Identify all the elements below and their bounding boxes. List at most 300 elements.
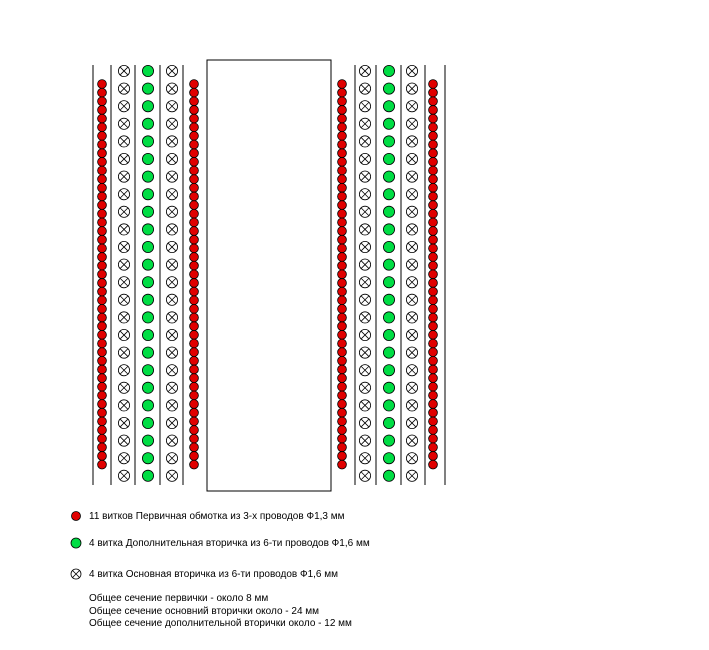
primary-conductor [98, 261, 107, 270]
main-secondary-conductor [118, 65, 129, 76]
main-secondary-conductor [406, 277, 417, 288]
primary-conductor [429, 313, 438, 322]
main-secondary-conductor [166, 241, 177, 252]
main-secondary-conductor [166, 365, 177, 376]
primary-conductor [429, 339, 438, 348]
green-filled-circle-icon [70, 537, 82, 549]
main-secondary-conductor [118, 83, 129, 94]
extra-secondary-conductor [142, 453, 153, 464]
primary-conductor [98, 391, 107, 400]
legend-primary [70, 508, 345, 524]
main-secondary-conductor [118, 435, 129, 446]
primary-conductor [429, 235, 438, 244]
main-secondary-conductor [359, 189, 370, 200]
primary-conductor [190, 132, 199, 141]
main-secondary-conductor [118, 101, 129, 112]
primary-conductor [190, 305, 199, 314]
main-secondary-conductor [359, 136, 370, 147]
main-secondary-conductor [118, 470, 129, 481]
primary-conductor [190, 97, 199, 106]
primary-conductor [429, 400, 438, 409]
primary-conductor [338, 305, 347, 314]
extra-secondary-conductor [142, 206, 153, 217]
main-secondary-conductor [166, 435, 177, 446]
primary-conductor [338, 253, 347, 262]
extra-secondary-conductor [142, 171, 153, 182]
primary-conductor [190, 270, 199, 279]
legend-main-secondary-label: 4 витка Основная вторичка из 6-ти проводов Ф1,6 мм [89, 568, 339, 580]
primary-conductor [98, 106, 107, 115]
red-filled-circle-icon [70, 510, 82, 522]
primary-conductor [338, 192, 347, 201]
main-secondary-conductor [406, 470, 417, 481]
primary-conductor [190, 261, 199, 270]
primary-conductor [429, 140, 438, 149]
primary-conductor [190, 313, 199, 322]
main-secondary-conductor [166, 453, 177, 464]
legend-main-secondary [70, 566, 338, 582]
main-secondary-conductor [118, 365, 129, 376]
extra-secondary-conductor [383, 259, 394, 270]
primary-conductor [190, 192, 199, 201]
extra-secondary-conductor [142, 294, 153, 305]
primary-conductor [190, 348, 199, 357]
primary-conductor [429, 106, 438, 115]
primary-conductor [338, 452, 347, 461]
main-secondary-conductor [406, 65, 417, 76]
primary-conductor [429, 97, 438, 106]
primary-conductor [429, 114, 438, 123]
primary-conductor [98, 253, 107, 262]
primary-conductor [98, 400, 107, 409]
primary-conductor [338, 140, 347, 149]
primary-conductor [338, 443, 347, 452]
main-secondary-conductor [118, 329, 129, 340]
main-secondary-conductor [118, 259, 129, 270]
main-secondary-conductor [359, 83, 370, 94]
primary-conductor [338, 374, 347, 383]
primary-conductor [429, 279, 438, 288]
extra-secondary-conductor [383, 470, 394, 481]
primary-conductor [429, 356, 438, 365]
primary-conductor [429, 434, 438, 443]
main-secondary-conductor [406, 101, 417, 112]
extra-secondary-conductor [142, 277, 153, 288]
main-secondary-conductor [166, 65, 177, 76]
main-secondary-conductor [359, 241, 370, 252]
primary-conductor [429, 322, 438, 331]
primary-conductor [190, 114, 199, 123]
primary-conductor [190, 452, 199, 461]
extra-secondary-conductor [383, 277, 394, 288]
main-secondary-conductor [406, 206, 417, 217]
primary-conductor [98, 296, 107, 305]
main-secondary-conductor [359, 259, 370, 270]
extra-secondary-conductor [383, 171, 394, 182]
main-secondary-conductor [359, 118, 370, 129]
main-secondary-conductor [406, 365, 417, 376]
primary-conductor [190, 80, 199, 89]
extra-secondary-conductor [383, 65, 394, 76]
main-secondary-conductor [406, 189, 417, 200]
primary-conductor [429, 218, 438, 227]
main-secondary-conductor [166, 417, 177, 428]
primary-conductor [98, 322, 107, 331]
primary-conductor [429, 330, 438, 339]
primary-conductor [338, 183, 347, 192]
primary-conductor [338, 330, 347, 339]
primary-conductor [338, 356, 347, 365]
main-secondary-conductor [166, 347, 177, 358]
primary-conductor [190, 140, 199, 149]
primary-conductor [190, 279, 199, 288]
main-secondary-conductor [406, 382, 417, 393]
primary-conductor [98, 408, 107, 417]
primary-conductor [98, 235, 107, 244]
primary-conductor [98, 183, 107, 192]
primary-conductor [98, 460, 107, 469]
primary-conductor [338, 244, 347, 253]
extra-secondary-conductor [142, 83, 153, 94]
primary-conductor [190, 175, 199, 184]
legend-extra-secondary [70, 535, 370, 551]
main-secondary-conductor [359, 171, 370, 182]
primary-conductor [338, 235, 347, 244]
primary-conductor [98, 114, 107, 123]
primary-conductor [190, 253, 199, 262]
primary-conductor [429, 382, 438, 391]
primary-conductor [429, 253, 438, 262]
main-secondary-conductor [166, 118, 177, 129]
extra-secondary-conductor [383, 382, 394, 393]
primary-conductor [98, 88, 107, 97]
primary-conductor [338, 287, 347, 296]
summary-main-secondary: Общее сечение основний вторички около - 24 мм [89, 605, 320, 617]
primary-conductor [338, 296, 347, 305]
main-secondary-conductor [118, 453, 129, 464]
main-secondary-conductor [166, 83, 177, 94]
primary-conductor [190, 408, 199, 417]
primary-conductor [338, 391, 347, 400]
primary-conductor [338, 313, 347, 322]
extra-secondary-conductor [383, 312, 394, 323]
primary-conductor [190, 339, 199, 348]
primary-conductor [429, 227, 438, 236]
main-secondary-conductor [118, 136, 129, 147]
main-secondary-conductor [166, 189, 177, 200]
primary-conductor [429, 374, 438, 383]
extra-secondary-conductor [383, 294, 394, 305]
extra-secondary-conductor [383, 118, 394, 129]
primary-conductor [190, 157, 199, 166]
main-secondary-conductor [118, 382, 129, 393]
main-secondary-conductor [118, 347, 129, 358]
primary-conductor [98, 382, 107, 391]
primary-conductor [338, 149, 347, 158]
main-secondary-conductor [166, 206, 177, 217]
main-secondary-conductor [359, 153, 370, 164]
primary-conductor [429, 443, 438, 452]
main-secondary-conductor [406, 259, 417, 270]
primary-conductor [98, 227, 107, 236]
main-secondary-conductor [166, 136, 177, 147]
primary-conductor [338, 322, 347, 331]
extra-secondary-conductor [142, 470, 153, 481]
primary-conductor [98, 356, 107, 365]
primary-conductor [98, 166, 107, 175]
primary-conductor [338, 201, 347, 210]
primary-conductor [338, 348, 347, 357]
main-secondary-conductor [166, 224, 177, 235]
main-secondary-conductor [166, 329, 177, 340]
main-secondary-conductor [406, 153, 417, 164]
primary-conductor [98, 374, 107, 383]
primary-conductor [190, 417, 199, 426]
primary-conductor [98, 140, 107, 149]
main-secondary-conductor [166, 312, 177, 323]
primary-conductor [338, 132, 347, 141]
primary-conductor [190, 443, 199, 452]
main-secondary-conductor [406, 136, 417, 147]
primary-conductor [98, 287, 107, 296]
main-secondary-conductor [118, 417, 129, 428]
main-secondary-conductor [166, 400, 177, 411]
main-secondary-conductor [406, 347, 417, 358]
extra-secondary-conductor [142, 241, 153, 252]
primary-conductor [190, 287, 199, 296]
extra-secondary-conductor [383, 400, 394, 411]
main-secondary-conductor [118, 224, 129, 235]
primary-conductor [338, 434, 347, 443]
primary-conductor [429, 175, 438, 184]
primary-conductor [429, 270, 438, 279]
main-secondary-conductor [118, 206, 129, 217]
main-secondary-conductor [166, 382, 177, 393]
primary-conductor [98, 123, 107, 132]
extra-secondary-conductor [383, 453, 394, 464]
primary-conductor [98, 330, 107, 339]
primary-conductor [429, 80, 438, 89]
primary-conductor [98, 132, 107, 141]
extra-secondary-conductor [142, 136, 153, 147]
extra-secondary-conductor [383, 365, 394, 376]
main-secondary-conductor [406, 453, 417, 464]
main-secondary-conductor [359, 382, 370, 393]
extra-secondary-conductor [142, 312, 153, 323]
primary-conductor [429, 149, 438, 158]
main-secondary-conductor [406, 224, 417, 235]
extra-secondary-conductor [142, 259, 153, 270]
legend-extra-secondary-label: 4 витка Дополнительная вторичка из 6-ти проводов Ф1,6 мм [89, 537, 370, 549]
primary-conductor [98, 339, 107, 348]
primary-conductor [190, 400, 199, 409]
main-secondary-conductor [359, 224, 370, 235]
primary-conductor [338, 175, 347, 184]
primary-conductor [190, 356, 199, 365]
primary-conductor [429, 201, 438, 210]
primary-conductor [190, 218, 199, 227]
primary-conductor [98, 209, 107, 218]
primary-conductor [98, 279, 107, 288]
primary-conductor [190, 322, 199, 331]
main-secondary-conductor [359, 312, 370, 323]
main-secondary-conductor [406, 171, 417, 182]
primary-conductor [338, 166, 347, 175]
primary-conductor [98, 434, 107, 443]
main-secondary-conductor [166, 171, 177, 182]
primary-conductor [338, 270, 347, 279]
main-secondary-conductor [406, 118, 417, 129]
core-rectangle [207, 60, 331, 491]
primary-conductor [190, 244, 199, 253]
primary-conductor [190, 123, 199, 132]
primary-conductor [98, 157, 107, 166]
primary-conductor [429, 408, 438, 417]
main-secondary-conductor [359, 101, 370, 112]
primary-conductor [98, 443, 107, 452]
main-secondary-conductor [359, 206, 370, 217]
primary-conductor [338, 157, 347, 166]
primary-conductor [338, 417, 347, 426]
main-secondary-conductor [359, 453, 370, 464]
legend-primary-label: 11 витков Первичная обмотка из 3-х проводов Ф1,3 мм [89, 510, 345, 522]
primary-conductor [338, 123, 347, 132]
primary-conductor [429, 287, 438, 296]
main-secondary-conductor [359, 294, 370, 305]
main-secondary-conductor [118, 400, 129, 411]
extra-secondary-conductor [383, 241, 394, 252]
primary-conductor [429, 132, 438, 141]
main-secondary-conductor [166, 294, 177, 305]
extra-secondary-conductor [142, 382, 153, 393]
main-secondary-conductor [118, 189, 129, 200]
primary-conductor [429, 348, 438, 357]
extra-secondary-conductor [142, 329, 153, 340]
crossed-circle-icon [70, 568, 82, 580]
primary-conductor [190, 296, 199, 305]
summary-extra-secondary: Общее сечение дополнительной вторички около - 12 мм [89, 618, 352, 629]
main-secondary-conductor [406, 417, 417, 428]
primary-conductor [98, 175, 107, 184]
main-secondary-conductor [406, 400, 417, 411]
primary-conductor [98, 452, 107, 461]
extra-secondary-conductor [383, 153, 394, 164]
primary-conductor [429, 209, 438, 218]
primary-conductor [190, 209, 199, 218]
main-secondary-conductor [406, 329, 417, 340]
main-secondary-conductor [118, 171, 129, 182]
extra-secondary-conductor [142, 417, 153, 428]
primary-conductor [338, 218, 347, 227]
primary-conductor [429, 192, 438, 201]
primary-conductor [338, 400, 347, 409]
primary-conductor [338, 80, 347, 89]
primary-conductor [98, 149, 107, 158]
primary-conductor [429, 391, 438, 400]
main-secondary-conductor [118, 241, 129, 252]
primary-conductor [338, 261, 347, 270]
primary-conductor [338, 106, 347, 115]
main-secondary-conductor [166, 277, 177, 288]
primary-conductor [98, 201, 107, 210]
primary-conductor [190, 106, 199, 115]
primary-conductor [429, 88, 438, 97]
main-secondary-conductor [166, 259, 177, 270]
primary-conductor [190, 382, 199, 391]
summary-primary: Общее сечение первички - около 8 мм [89, 593, 269, 604]
extra-secondary-conductor [142, 224, 153, 235]
extra-secondary-conductor [383, 206, 394, 217]
main-secondary-conductor [118, 312, 129, 323]
primary-conductor [98, 270, 107, 279]
extra-secondary-conductor [383, 189, 394, 200]
primary-conductor [338, 279, 347, 288]
extra-secondary-conductor [383, 347, 394, 358]
primary-conductor [190, 166, 199, 175]
extra-secondary-conductor [383, 329, 394, 340]
primary-conductor [338, 426, 347, 435]
primary-conductor [429, 261, 438, 270]
extra-secondary-conductor [383, 101, 394, 112]
primary-conductor [338, 209, 347, 218]
primary-conductor [190, 460, 199, 469]
main-secondary-conductor [118, 153, 129, 164]
primary-conductor [429, 305, 438, 314]
extra-secondary-conductor [142, 365, 153, 376]
primary-conductor [338, 339, 347, 348]
extra-secondary-conductor [383, 136, 394, 147]
primary-conductor [190, 391, 199, 400]
main-secondary-conductor [406, 312, 417, 323]
main-secondary-conductor [359, 435, 370, 446]
main-secondary-conductor [406, 294, 417, 305]
primary-conductor [190, 426, 199, 435]
primary-conductor [98, 313, 107, 322]
extra-secondary-conductor [142, 65, 153, 76]
primary-conductor [98, 365, 107, 374]
primary-conductor [429, 452, 438, 461]
primary-conductor [98, 305, 107, 314]
extra-secondary-conductor [383, 83, 394, 94]
main-secondary-conductor [118, 277, 129, 288]
extra-secondary-conductor [383, 435, 394, 446]
primary-conductor [429, 417, 438, 426]
primary-conductor [98, 417, 107, 426]
primary-conductor [98, 348, 107, 357]
extra-secondary-conductor [383, 224, 394, 235]
main-secondary-conductor [359, 329, 370, 340]
primary-conductor [429, 166, 438, 175]
main-secondary-conductor [166, 153, 177, 164]
main-secondary-conductor [166, 101, 177, 112]
primary-conductor [98, 244, 107, 253]
main-secondary-conductor [359, 470, 370, 481]
main-secondary-conductor [359, 365, 370, 376]
primary-conductor [338, 97, 347, 106]
main-secondary-conductor [118, 118, 129, 129]
primary-conductor [338, 460, 347, 469]
primary-conductor [98, 80, 107, 89]
primary-conductor [429, 157, 438, 166]
primary-conductor [190, 149, 199, 158]
primary-conductor [190, 330, 199, 339]
main-secondary-conductor [359, 417, 370, 428]
primary-conductor [429, 183, 438, 192]
extra-secondary-conductor [383, 417, 394, 428]
cross-section-summary [89, 593, 352, 631]
primary-conductor [190, 365, 199, 374]
main-secondary-conductor [359, 400, 370, 411]
